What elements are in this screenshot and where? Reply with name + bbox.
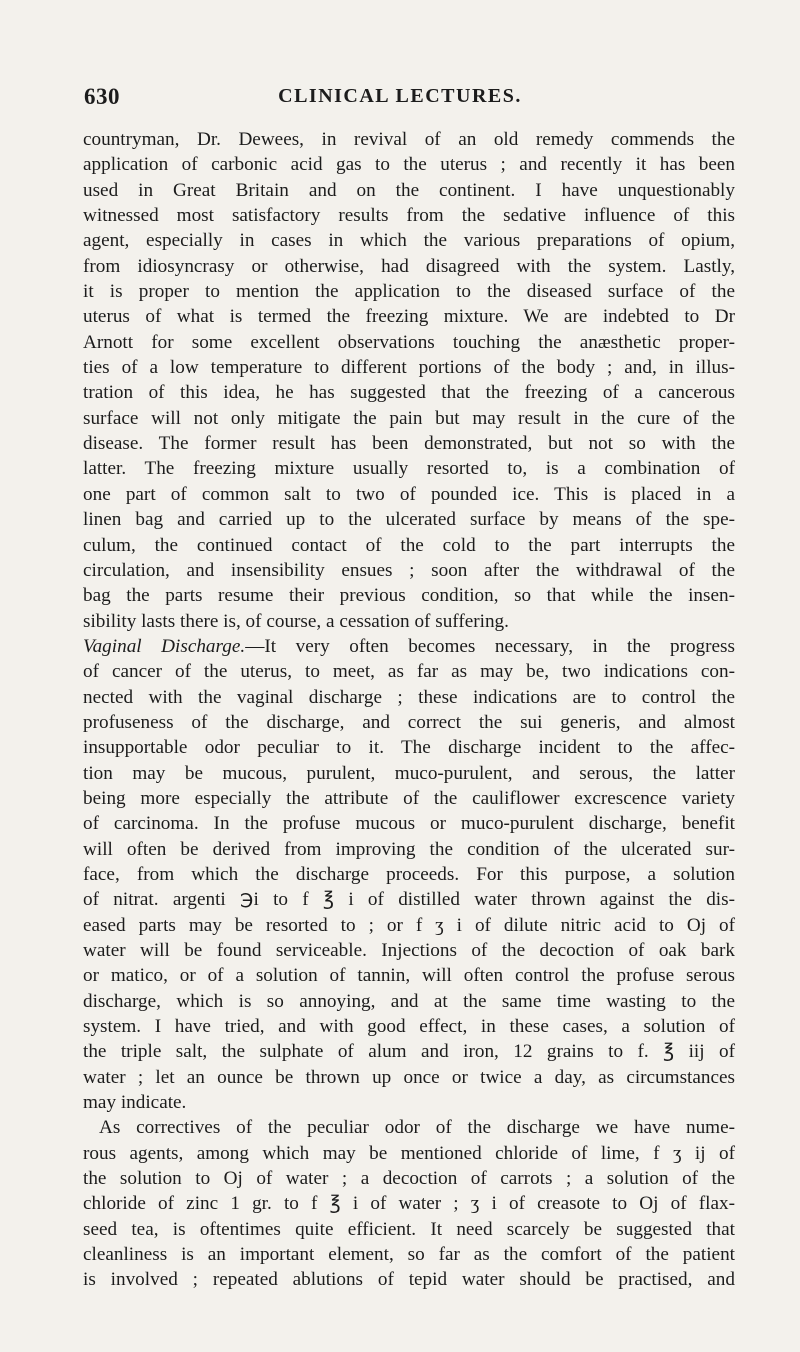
line-text: circulation, and insensibility ensues ; soon after the withdrawal of the bbox=[83, 559, 735, 581]
line-text: system. I have tried, and with good effect, in these cases, a solution of bbox=[83, 1016, 735, 1038]
line-text: witnessed most satisfactory results from the sedative influence of this bbox=[83, 205, 735, 227]
text-line bbox=[83, 178, 735, 203]
line-text: face, from which the discharge proceeds. For this purpose, a solution bbox=[83, 863, 735, 885]
line-text: eased parts may be resorted to ; or f ʒ i of dilute nitric acid to Oj of bbox=[83, 914, 735, 936]
line-text: or matico, or of a solution of tannin, will often control the profuse serous bbox=[83, 965, 735, 987]
page-number: 630 bbox=[84, 84, 120, 109]
text-line bbox=[83, 659, 735, 684]
text-line bbox=[83, 1217, 735, 1242]
text-line bbox=[83, 355, 735, 380]
text-line bbox=[83, 456, 735, 481]
line-text: cleanliness is an important element, so far as the comfort of the patient bbox=[83, 1244, 735, 1266]
line-text: one part of common salt to two of pounded ice. This is placed in a bbox=[83, 483, 735, 505]
text-line bbox=[83, 1242, 735, 1267]
text-line bbox=[83, 507, 735, 532]
text-line bbox=[83, 279, 735, 304]
text-line bbox=[83, 254, 735, 279]
text-line bbox=[83, 634, 735, 659]
line-text: the solution to Oj of water ; a decoction of carrots ; a solution of the bbox=[83, 1168, 735, 1190]
line-text: discharge, which is so annoying, and at the same time wasting to the bbox=[83, 990, 735, 1012]
text-line bbox=[83, 330, 735, 355]
line-text: of cancer of the uterus, to meet, as far as may be, two indications con- bbox=[83, 661, 735, 683]
body-text bbox=[83, 127, 735, 1293]
text-line bbox=[83, 811, 735, 836]
line-text: it is proper to mention the application to the diseased surface of the bbox=[83, 281, 735, 303]
line-text: will often be derived from improving the condition of the ulcerated sur- bbox=[83, 838, 735, 860]
text-line bbox=[83, 127, 735, 152]
text-line bbox=[83, 609, 735, 634]
text-line bbox=[83, 203, 735, 228]
text-line bbox=[83, 304, 735, 329]
line-text: tion may be mucous, purulent, muco-purulent, and serous, the latter bbox=[83, 762, 735, 784]
text-line bbox=[83, 1039, 735, 1064]
line-text: profuseness of the discharge, and correct the sui generis, and almost bbox=[83, 711, 735, 733]
line-text: latter. The freezing mixture usually resorted to, is a combination of bbox=[83, 458, 735, 480]
line-text: of carcinoma. In the profuse mucous or muco-purulent discharge, benefit bbox=[83, 813, 735, 835]
running-head: CLINICAL LECTURES. bbox=[278, 85, 522, 107]
text-line bbox=[83, 862, 735, 887]
line-text: disease. The former result has been demonstrated, but not so with the bbox=[83, 433, 735, 455]
text-line bbox=[83, 380, 735, 405]
text-line bbox=[83, 1166, 735, 1191]
text-line bbox=[83, 533, 735, 558]
text-line bbox=[83, 913, 735, 938]
text-line bbox=[83, 431, 735, 456]
text-line bbox=[83, 761, 735, 786]
text-line bbox=[83, 837, 735, 862]
line-text: application of carbonic acid gas to the uterus ; and recently it has been bbox=[83, 154, 735, 176]
line-text: uterus of what is termed the freezing mixture. We are indebted to Dr bbox=[83, 306, 735, 328]
text-line bbox=[83, 1065, 735, 1090]
text-line bbox=[83, 228, 735, 253]
text-line bbox=[83, 989, 735, 1014]
line-text: agent, especially in cases in which the various preparations of opium, bbox=[83, 230, 735, 252]
line-text: insupportable odor peculiar to it. The discharge incident to the affec- bbox=[83, 737, 735, 759]
text-line bbox=[83, 1191, 735, 1216]
line-text: water will be found serviceable. Injections of the decoction of oak bark bbox=[83, 940, 735, 961]
line-text: countryman, Dr. Dewees, in revival of an old remedy commends the bbox=[83, 129, 735, 150]
text-line bbox=[83, 735, 735, 760]
text-line bbox=[83, 710, 735, 735]
page-header bbox=[0, 84, 800, 114]
line-text: used in Great Britain and on the continent. I have unquestionably bbox=[83, 179, 735, 201]
text-line bbox=[83, 1141, 735, 1166]
line-text: tration of this idea, he has suggested that the freezing of a cancerous bbox=[83, 382, 735, 404]
text-line bbox=[83, 406, 735, 431]
text-line bbox=[83, 938, 735, 963]
text-line bbox=[83, 482, 735, 507]
line-text: nected with the vaginal discharge ; these indications are to control the bbox=[83, 686, 735, 708]
text-line bbox=[83, 558, 735, 583]
line-text: chloride of zinc 1 gr. to f ℥ i of water ; ʒ i of creasote to Oj of flax- bbox=[83, 1193, 735, 1215]
line-text: linen bag and carried up to the ulcerated surface by means of the spe- bbox=[83, 509, 735, 531]
text-line bbox=[83, 1090, 735, 1115]
text-line bbox=[83, 1267, 735, 1292]
text-line bbox=[83, 685, 735, 710]
line-text: sibility lasts there is, of course, a cessation of suffering. bbox=[83, 610, 509, 632]
text-line bbox=[83, 786, 735, 811]
line-text: ties of a low temperature to different portions of the body ; and, in illus- bbox=[83, 357, 735, 379]
text-line bbox=[83, 1014, 735, 1039]
line-text: rous agents, among which may be mentioned chloride of lime, f ʒ ij of bbox=[83, 1142, 735, 1164]
line-text: bag the parts resume their previous condition, so that while the insen- bbox=[83, 585, 735, 607]
line-text: may indicate. bbox=[83, 1092, 187, 1114]
line-text: from idiosyncrasy or otherwise, had disagreed with the system. Lastly, bbox=[83, 255, 735, 277]
line-text: Arnott for some excellent observations touching the anæsthetic proper- bbox=[83, 331, 735, 353]
text-line bbox=[83, 887, 735, 912]
line-text: the triple salt, the sulphate of alum and iron, 12 grains to f. ℥ iij of bbox=[83, 1041, 735, 1063]
line-text: is involved ; repeated ablutions of tepid water should be practised, and bbox=[83, 1269, 735, 1291]
line-text: seed tea, is oftentimes quite efficient. It need scarcely be suggested that bbox=[83, 1218, 735, 1240]
line-text: of nitrat. argenti ℈i to f ℥ i of distilled water thrown against the dis- bbox=[83, 889, 735, 911]
text-line bbox=[83, 152, 735, 177]
text-line bbox=[83, 963, 735, 988]
text-line bbox=[83, 583, 735, 608]
section-heading: Vaginal Discharge. bbox=[83, 635, 246, 657]
line-text: being more especially the attribute of the cauliflower excrescence variety bbox=[83, 787, 735, 809]
line-text: surface will not only mitigate the pain but may result in the cure of the bbox=[83, 407, 735, 429]
text-line bbox=[83, 1115, 735, 1140]
line-text: —It very often becomes necessary, in the progress bbox=[245, 635, 735, 657]
line-text: water ; let an ounce be thrown up once or twice a day, as circumstances bbox=[83, 1066, 735, 1088]
line-text: culum, the continued contact of the cold to the part interrupts the bbox=[83, 534, 735, 556]
line-text: As correctives of the peculiar odor of the discharge we have nume- bbox=[99, 1117, 735, 1139]
